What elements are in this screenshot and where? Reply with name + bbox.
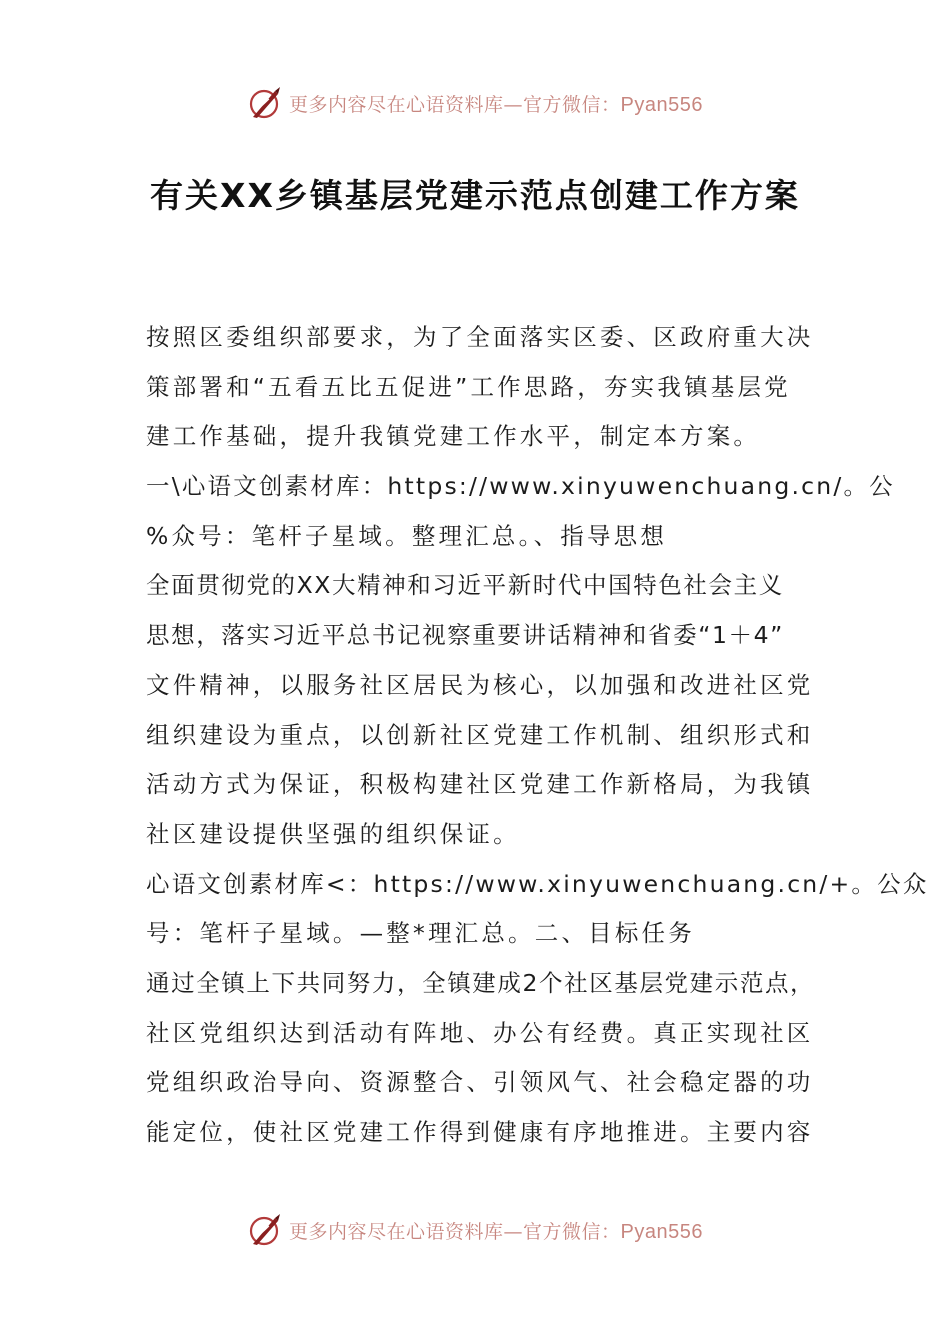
body-line: 组织建设为重点，以创新社区党建工作机制、组织形式和 [146, 720, 814, 749]
body-line: 全面贯彻党的XX大精神和习近平新时代中国特色社会主义 [146, 571, 784, 600]
body-line: %众号：笔杆子星域。整理汇总。、指导思想 [146, 521, 668, 550]
header-watermark [0, 83, 950, 123]
body-line: 策部署和“五看五比五促进”工作思路，夯实我镇基层党 [146, 372, 791, 401]
watermark-handle: Pyan556 [620, 1220, 703, 1243]
body-line: 建工作基础，提升我镇党建工作水平，制定本方案。 [146, 422, 761, 451]
body-line: 通过全镇上下共同努力，全镇建成2个社区基层党建示范点， [146, 968, 816, 997]
body-line: 按照区委组织部要求，为了全面落实区委、区政府重大决 [146, 323, 814, 351]
document-title: 有关XX乡镇基层党建示范点创建工作方案 [150, 176, 800, 215]
document-body [146, 313, 929, 1158]
body-line: 党组织政治导向、资源整合、引领风气、社会稳定器的功 [146, 1068, 814, 1097]
body-line: 文件精神，以服务社区居民为核心，以加强和改进社区党 [146, 670, 814, 699]
body-line: 能定位，使社区党建工作得到健康有序地推进。主要内容 [146, 1118, 814, 1146]
body-line: 思想，落实习近平总书记视察重要讲话精神和省委“1＋4” [146, 621, 784, 650]
body-line: 号：笔杆子星域。—整*理汇总。二、目标任务 [146, 919, 695, 948]
watermark-handle: Pyan556 [620, 93, 703, 116]
watermark-text: 更多内容尽在心语资料库—官方微信：Pyan556 [289, 93, 703, 116]
body-line: 一\心语文创素材库：https://www.xinyuwenchuang.cn/。公 [146, 472, 895, 501]
body-line: 社区党组织达到活动有阵地、办公有经费。真正实现社区 [146, 1018, 814, 1047]
body-line: 社区建设提供坚强的组织保证。 [146, 819, 520, 848]
footer-watermark [0, 1210, 950, 1250]
quill-pen-in-circle-icon [247, 85, 283, 121]
body-line: 活动方式为保证，积极构建社区党建工作新格局，为我镇 [146, 770, 814, 799]
body-line: 心语文创素材库<：https://www.xinyuwenchuang.cn/+。公众 [146, 869, 929, 898]
watermark-text: 更多内容尽在心语资料库—官方微信：Pyan556 [289, 1220, 703, 1243]
quill-pen-in-circle-icon [247, 1212, 283, 1248]
